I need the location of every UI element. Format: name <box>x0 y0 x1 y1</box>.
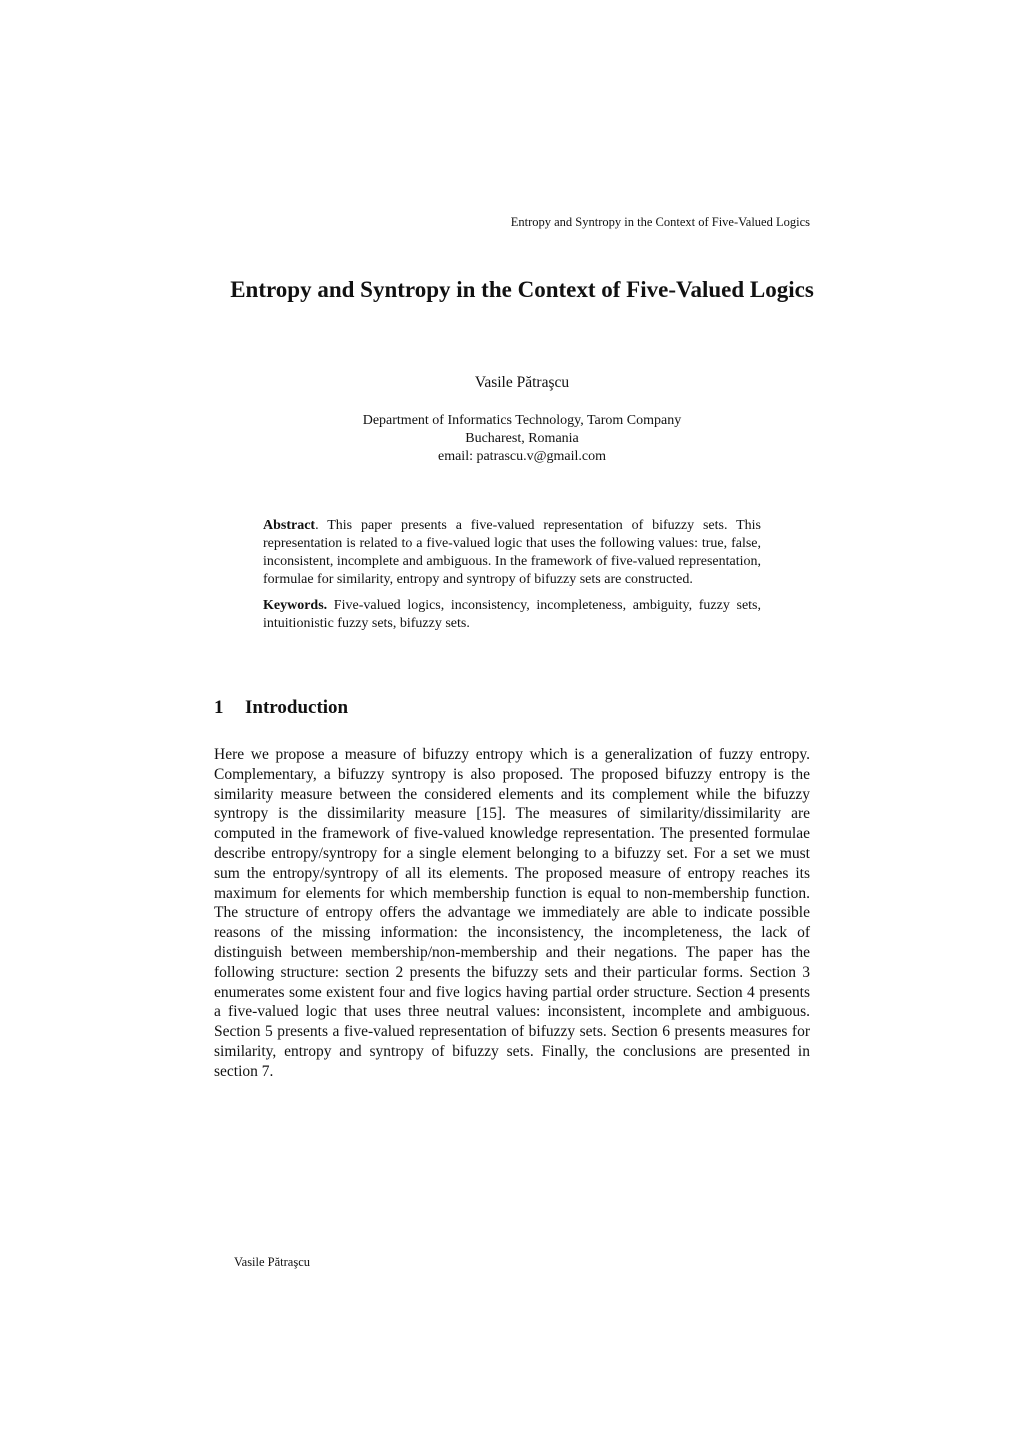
abstract-text: . This paper presents a five-valued representation of bifuzzy sets. This representation is related to a five-valued logic that uses the following values: true, false, inconsistent, incomplete and ambiguous. In the framework of five-valued representation, formulae for similarity, entropy and syntropy of bifuzzy sets are constructed. <box>263 518 761 587</box>
author-name: Vasile Pătraşcu <box>474 374 570 391</box>
paper-title: Entropy and Syntropy in the Context of Five-Valued Logics <box>230 277 814 302</box>
section-number: 1 <box>214 697 224 718</box>
keywords-label: Keywords. <box>263 598 328 613</box>
abstract-block <box>263 517 761 633</box>
running-head: Entropy and Syntropy in the Context of Five-Valued Logics <box>510 215 810 229</box>
affiliation-department: Department of Informatics Technology, Tarom Company <box>362 413 682 428</box>
keywords-paragraph <box>263 597 761 633</box>
affiliation-city: Bucharest, Romania <box>465 431 579 446</box>
keywords-text: Five-valued logics, inconsistency, incompleteness, ambiguity, fuzzy sets, intuitionistic fuzzy sets, bifuzzy sets. <box>263 598 761 631</box>
section-title: Introduction <box>245 697 349 718</box>
section-heading <box>214 697 348 719</box>
abstract-paragraph <box>263 517 761 589</box>
introduction-paragraph: Here we propose a measure of bifuzzy entropy which is a generalization of fuzzy entropy. Complementary, a bifuzzy syntropy is also proposed. The proposed bifuzzy entropy is the similarity measure between the considered elements and its complement while the bifuzzy syntropy is the dissimilarity measure [15]. The measures of similarity/dissimilarity are computed in the framework of five-valued knowledge representation. The presented formulae describe entropy/syntropy for a single element belonging to a bifuzzy set. For a set we must sum the entropy/syntropy of all its elements. The proposed measure of entropy reaches its maximum for elements for which membership function is equal to non-membership function. The structure of entropy offers the advantage we immediately are able to indicate possible reasons of the missing information: the inconsistency, the incompleteness, the lack of distinguish between membership/non-membership and their negations. The paper has the following structure: section 2 presents the bifuzzy sets and their particular forms. Section 3 enumerates some existent four and five logics having partial order structure. Section 4 presents a five-valued logic that uses three neutral values: inconsistent, incomplete and ambiguous. Section 5 presents a five-valued representation of bifuzzy sets. Section 6 presents measures for similarity, entropy and syntropy of bifuzzy sets. Finally, the conclusions are presented in section 7. <box>214 746 810 1080</box>
footer-author: Vasile Pătraşcu <box>234 1255 311 1269</box>
affiliation-email: email: patrascu.v@gmail.com <box>437 449 606 464</box>
affiliation-block <box>0 412 1024 466</box>
abstract-label: Abstract <box>263 518 316 533</box>
